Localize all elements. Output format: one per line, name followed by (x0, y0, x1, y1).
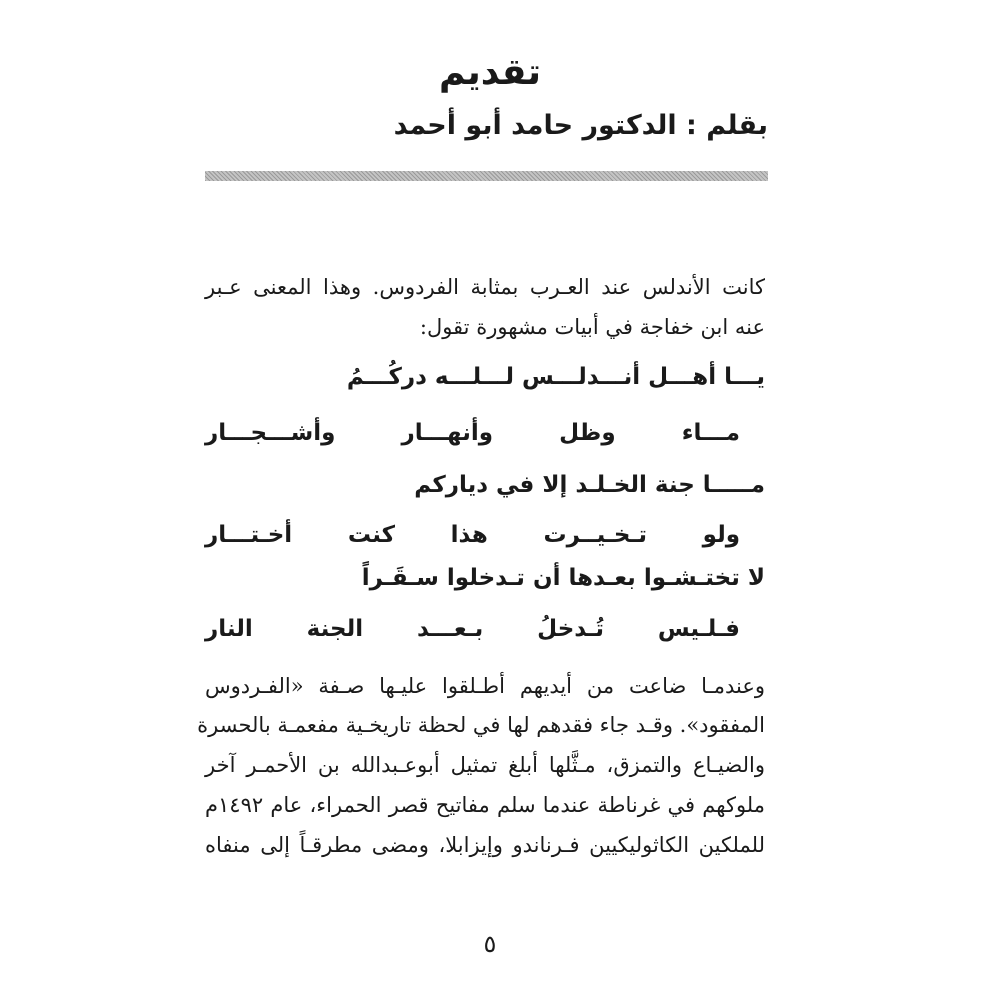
paragraph-line: عنه ابن خفاجة في أبيات مشهورة تقول: (419, 315, 765, 339)
page-number: ٥ (483, 930, 497, 958)
verse-line: يـــا أهـــل أنـــدلـــس لـــلـــه دركُـــمُ (346, 364, 765, 390)
chapter-title: تقديم (439, 52, 541, 93)
paragraph-line: كانت الأندلس عند العـرب بمثابة الفردوس. وهذا المعنى عـبر (205, 275, 765, 299)
author-byline: بقلم : الدكتور حامد أبو أحمد (393, 110, 768, 141)
verse-line: لا تختـشـوا بعـدها أن تـدخلوا سـقَـراً (361, 565, 765, 591)
verse-line: مـــــا جنة الخـلـد إلا في دياركم (414, 472, 765, 498)
paragraph-line: ملوكهم في غرناطة عندما سلم مفاتيح قصر الحمراء، عام ١٤٩٢م (205, 793, 765, 817)
verse-line: فـلـيس تُـدخلُ بـعـــد الجنة النار (205, 616, 740, 642)
verse-line: ولو تـخـيــرت هذا كنت أخـتـــار (205, 522, 740, 548)
title-divider (205, 171, 768, 181)
paragraph-line: وعندمـا ضاعت من أيديهم أطـلقوا عليـها صـفة «الفـردوس (205, 674, 765, 698)
paragraph-line: للملكين الكاثوليكيين فـرناندو وإيزابلا، ومضى مطرقـاً إلى منفاه (205, 833, 765, 857)
paragraph-line: المفقود». وقـد جاء فقدهم لها في لحظة تاريخـية مفعمـة بالحسرة (197, 713, 765, 737)
verse-line: مـــاء وظل وأنهـــار وأشـــجـــار (205, 420, 740, 446)
paragraph-line: والضيـاع والتمزق، مـثَّلها أبلغ تمثيل أبوعـبدالله بن الأحمـر آخر (205, 753, 765, 777)
